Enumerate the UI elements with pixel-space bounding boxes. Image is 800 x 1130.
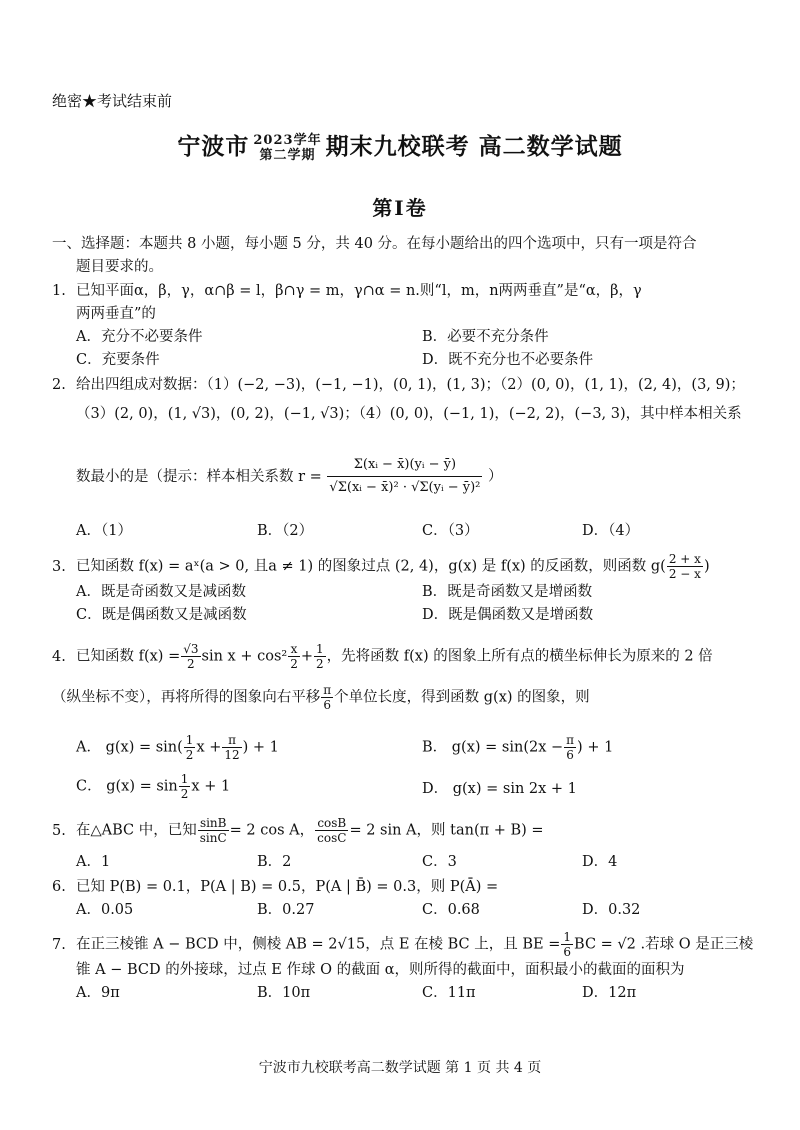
question-2 xyxy=(52,374,757,426)
option-text: x + 1 xyxy=(191,778,231,795)
question-6 xyxy=(52,876,757,922)
option-a: A．9π xyxy=(76,985,120,1001)
question-number: 5. xyxy=(52,822,66,839)
option-a: A．（1） xyxy=(76,523,132,539)
fraction-numerator: 2 + x xyxy=(668,552,701,566)
question-number: 7. xyxy=(52,936,66,953)
question-7 xyxy=(52,930,757,1005)
fraction-denominator: sinC xyxy=(199,831,227,845)
option-a: A．充分不必要条件 xyxy=(76,329,203,345)
question-text: 已知 P(B) = 0.1，P(A | B) = 0.5，P(A | B̄) = 0.3，则 P(Ā) = xyxy=(76,879,499,895)
option-b: B．必要不充分条件 xyxy=(422,329,549,345)
option-d: D．（4） xyxy=(582,523,640,539)
fraction-denominator: 2 xyxy=(290,657,298,671)
option-d: D．12π xyxy=(582,985,637,1001)
option-text: ) + 1 xyxy=(577,739,614,756)
fraction-denominator: 2 − x xyxy=(668,567,701,581)
question-4-options-ab xyxy=(52,733,757,763)
question-text: ，先将函数 f(x) 的图象上所有点的横坐标伸长为原来的 2 倍 xyxy=(326,648,713,665)
exam-title xyxy=(0,128,800,163)
question-number: 2. xyxy=(52,377,66,393)
fraction-numerator: π xyxy=(323,683,332,697)
fraction xyxy=(198,816,229,845)
fraction-denominator: 6 xyxy=(323,698,332,712)
option-a: A．0.05 xyxy=(76,902,134,918)
question-number: 6. xyxy=(52,879,66,895)
option-d: D．4 xyxy=(582,854,618,870)
fraction-numerator: 1 xyxy=(316,642,324,656)
option-b: B．2 xyxy=(257,854,292,870)
question-2-formula-line xyxy=(52,454,757,499)
fraction xyxy=(667,552,703,581)
option-d: D． g(x) = sin 2x + 1 xyxy=(422,781,577,797)
option-c: C．3 xyxy=(422,854,457,870)
title-term: 第二学期 xyxy=(259,148,316,163)
option-text: C． g(x) = sin xyxy=(76,778,178,795)
option-a xyxy=(76,733,279,762)
option-text: ) + 1 xyxy=(242,739,279,756)
fraction-denominator: 2 xyxy=(187,657,195,671)
option-d: D．既是偶函数又是增函数 xyxy=(422,607,594,623)
title-main: 期末九校联考 高二数学试题 xyxy=(325,133,623,160)
fraction-denominator: 2 xyxy=(316,657,324,671)
fraction-denominator: 2 xyxy=(180,787,189,801)
option-d: D．0.32 xyxy=(582,902,641,918)
question-number: 3. xyxy=(52,558,66,575)
page-footer: 宁波市九校联考高二数学试题 第 1 页 共 4 页 xyxy=(258,1060,542,1076)
option-b: B．0.27 xyxy=(257,902,315,918)
formula-numerator: Σ(xᵢ − x̄)(yᵢ − ȳ) xyxy=(327,454,482,477)
title-year: 2023学年 xyxy=(253,133,322,148)
fraction xyxy=(315,816,348,845)
question-text: 已知函数 f(x) = xyxy=(76,648,181,665)
fraction xyxy=(564,733,576,762)
question-text: ） xyxy=(488,468,503,485)
option-c: C．0.68 xyxy=(422,902,480,918)
fraction-denominator: 2 xyxy=(185,748,194,762)
question-number: 4. xyxy=(52,648,66,665)
option-c: C．充要条件 xyxy=(76,352,160,368)
section-line-2: 题目要求的。 xyxy=(76,259,163,275)
option-c: C．（3） xyxy=(422,523,479,539)
fraction-denominator: 6 xyxy=(563,945,572,959)
question-text: = 2 cos A， xyxy=(229,822,315,839)
question-text: = 2 sin A，则 tan(π + B) = xyxy=(349,822,544,839)
question-text: 个单位长度，得到函数 g(x) 的图象，则 xyxy=(334,689,590,706)
question-text: ) xyxy=(703,558,710,575)
title-city: 宁波市 xyxy=(177,133,250,160)
question-1 xyxy=(52,280,757,372)
question-text: + xyxy=(300,648,313,665)
option-b xyxy=(422,733,613,762)
fraction-numerator: 1 xyxy=(180,772,189,786)
option-a: A．既是奇函数又是减函数 xyxy=(76,584,246,600)
option-a: A．1 xyxy=(76,854,111,870)
fraction-numerator: π xyxy=(222,733,241,748)
fraction-numerator: cosB xyxy=(315,816,348,831)
option-c: C．既是偶函数又是减函数 xyxy=(76,607,247,623)
question-4 xyxy=(52,642,757,712)
question-number: 1. xyxy=(52,283,66,299)
fraction-denominator: 12 xyxy=(224,748,240,762)
question-text: 在正三棱锥 A − BCD 中，侧棱 AB = 2√15，点 E 在棱 BC 上，且 BE = xyxy=(76,936,561,953)
formula-denominator: √Σ(xᵢ − x̄)² · √Σ(yᵢ − ȳ)² xyxy=(329,480,481,495)
fraction-denominator: 6 xyxy=(566,748,574,762)
question-text: （3）(2, 0)，(1, √3)，(0, 2)，(−1, √3)；（4）(0, 0)，(−1, 1)，(−2, 2)，(−3, 3)，其中样本相关系 xyxy=(76,406,742,422)
fraction-numerator: 1 xyxy=(185,733,194,747)
confidential-label: 绝密★考试结束前 xyxy=(52,92,173,110)
option-text: B． g(x) = sin(2x − xyxy=(422,739,564,756)
option-b: B．既是奇函数又是增函数 xyxy=(422,584,593,600)
fraction xyxy=(288,642,300,671)
question-text: 锥 A − BCD 的外接球，过点 E 作球 O 的截面 α，则所得的截面中，面积最小的截面的面积为 xyxy=(76,962,685,978)
option-d: D．既不充分也不必要条件 xyxy=(422,352,594,368)
question-text: 数最小的是（提示：样本相关系数 r = xyxy=(76,468,322,485)
question-3 xyxy=(52,552,757,627)
question-text: 已知平面α，β，γ，α∩β = l，β∩γ = m，γ∩α = n.则“l，m，n两两垂直”是“α，β，γ xyxy=(76,283,642,299)
fraction-numerator: 1 xyxy=(563,930,572,944)
option-c xyxy=(76,772,230,801)
question-2-options xyxy=(52,520,757,543)
question-4-options-cd xyxy=(52,772,757,802)
question-text: BC = √2 .若球 O 是正三棱 xyxy=(574,936,754,953)
question-text: 两两垂直”的 xyxy=(76,306,156,322)
fraction-numerator: √3 xyxy=(183,642,199,656)
option-text: x + xyxy=(196,739,222,756)
question-text: 已知函数 f(x) = aˣ(a > 0, 且a ≠ 1) 的图象过点 (2, 4)，g(x) 是 f(x) 的反函数，则函数 g( xyxy=(76,558,666,575)
fraction xyxy=(184,733,196,762)
fraction xyxy=(321,683,333,712)
question-text: sin x + cos² xyxy=(201,648,288,665)
section-instructions xyxy=(52,233,752,279)
fraction-numerator: π xyxy=(566,733,575,747)
fraction xyxy=(314,642,326,671)
question-5 xyxy=(52,816,757,874)
option-text: A． g(x) = sin( xyxy=(76,739,183,756)
question-text: （纵坐标不变），再将所得的图象向右平移 xyxy=(52,689,321,706)
fraction-denominator: cosC xyxy=(317,831,347,845)
fraction-numerator: x xyxy=(288,642,300,657)
option-c: C．11π xyxy=(422,985,476,1001)
question-text: 在△ABC 中，已知 xyxy=(76,822,197,839)
fraction-numerator: sinB xyxy=(198,816,229,831)
option-b: B．（2） xyxy=(257,523,314,539)
correlation-formula xyxy=(327,454,482,499)
fraction xyxy=(561,930,573,959)
question-text: 给出四组成对数据：（1）(−2, −3)，(−1, −1)，(0, 1)，(1, 3)；（2）(0, 0)，(1, 1)，(2, 4)，(3, 9)； xyxy=(76,377,745,393)
title-term-stack xyxy=(253,133,321,163)
option-b: B．10π xyxy=(257,985,311,1001)
part-heading: 第Ⅰ卷 xyxy=(372,196,428,220)
fraction xyxy=(222,733,241,762)
fraction xyxy=(179,772,191,801)
section-line-1: 一、选择题：本题共 8 小题，每小题 5 分，共 40 分。在每小题给出的四个选项中，只有一项是符合 xyxy=(52,236,697,252)
fraction xyxy=(181,642,200,671)
